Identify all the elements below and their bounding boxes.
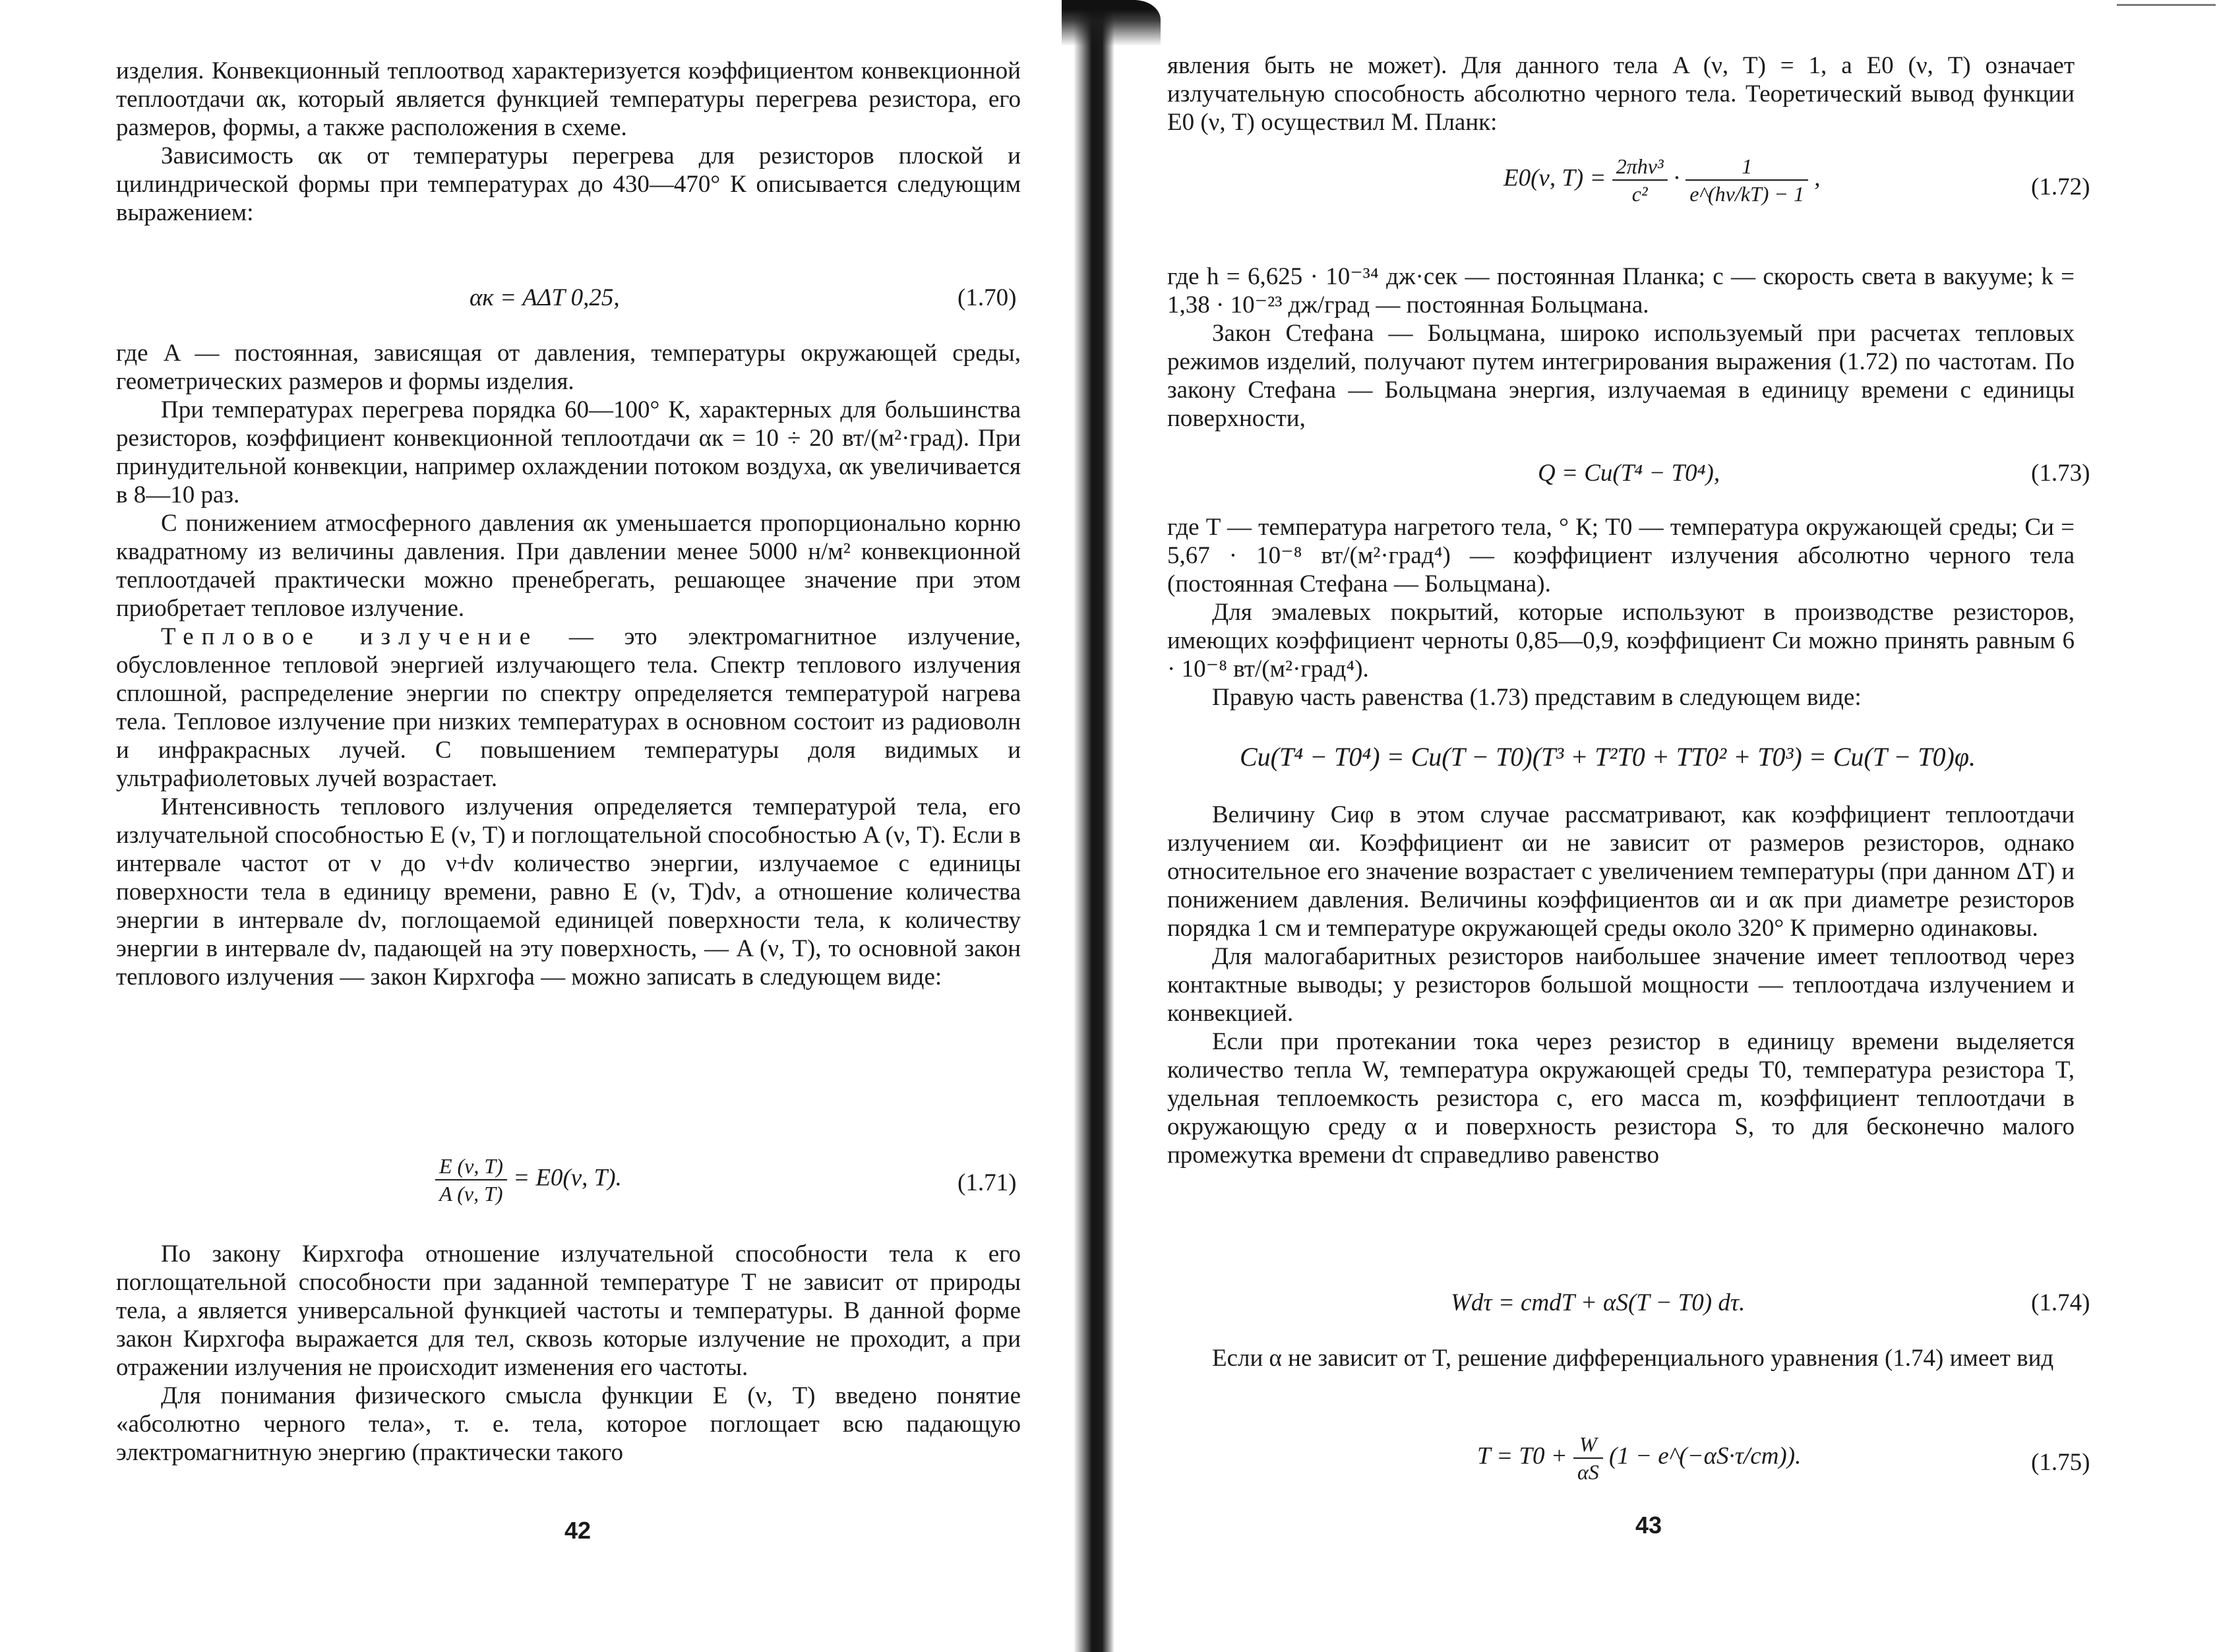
right-block-2	[1167, 262, 2075, 433]
right-paragraph-8: Для малогабаритных резисторов наибольшее значение имеет теплоотвод через контактные выводы; у резисторов большой мощности — теплоотдача излучением и конвекцией.	[1167, 943, 2075, 1027]
equation-number-1-72: (1.72)	[2031, 173, 2090, 200]
left-paragraph-4: При температурах перегрева порядка 60—100° К, характерных для большинства резисторов, коэффициент конвекционной теплоотдачи αк = 10 ÷ 20 вт/(м²·град). При принудительной конвекции, например охлаждении потоком воздуха, αк увеличивается в 8—10 раз.	[116, 396, 1021, 508]
left-paragraph-8: По закону Кирхгофа отношение излучательной способности тела к его поглощательной способности при заданной температуре T не зависит от природы тела, а является универсальной функцией частоты и температуры. В данной форме закон Кирхгофа выражается для тел, сквозь которые излучение не проходит, а при отражении излучения не происходит изменения его частоты.	[116, 1240, 1021, 1381]
spaced-term: Тепловое излучение	[161, 623, 539, 650]
equation-1-74: Wdτ = cmdT + αS(T − T0) dτ.	[1451, 1289, 1746, 1316]
fraction-planck-1: $\frac{\text{2πhν³}}{\text{c²}}$	[1612, 153, 1668, 207]
right-block-3	[1167, 513, 2075, 712]
left-paragraph-3: где A — постоянная, зависящая от давления, температуры окружающей среды, геометрических размеров и формы изделия.	[116, 340, 1021, 395]
left-paragraph-6: Тепловое излучение — это электромагнитное излучение, обусловленное тепловой энергией излучающего тела. Спектр теплового излучения сплошной, распределение энергии по спектру определяется температурой нагрева тела. Тепловое излучение при низких температурах в основном состоит из радиоволн и инфракрасных лучей. С повышением температуры доля видимых и ультрафиолетовых лучей возрастает.	[116, 623, 1021, 792]
equation-number-1-73: (1.73)	[2031, 460, 2090, 487]
left-paragraph-1: изделия. Конвекционный теплоотвод характеризуется коэффициентом конвекционной теплоотдачи αк, который является функцией температуры перегрева резистора, его размеров, формы, а также расположения в схеме.	[116, 57, 1021, 141]
left-paragraph-5: С понижением атмосферного давления αк уменьшается пропорционально корню квадратному из величины давления. При давлении менее 5000 н/м² конвекционной теплоотдачей практически можно пренебрегать, решающее значение при этом приобретает тепловое излучение.	[116, 510, 1021, 622]
equation-1-70: αк = AΔT 0,25,	[470, 284, 620, 311]
left-paragraph-2: Зависимость αк от температуры перегрева для резисторов плоской и цилиндрической формы при температурах до 430—470° К описывается следующим выражением:	[116, 142, 1021, 226]
page-42	[0, 0, 1081, 1652]
right-block-5	[1167, 1344, 2075, 1372]
equation-number-1-71: (1.71)	[957, 1169, 1017, 1196]
equation-number-1-74: (1.74)	[2031, 1289, 2090, 1316]
right-paragraph-7: Величину Cиφ в этом случае рассматривают, как коэффициент теплоотдачи излучением αи. Коэффициент αи не зависит от размеров резисторов, однако относительное его значение возрастает с увеличением температуры (при данном ΔT) и понижением давления. Величины коэффициентов αи и αк при диаметре резисторов порядка 1 см и температуре окружающей среды около 320° К примерно одинаковы.	[1167, 801, 2075, 942]
right-block-1	[1167, 51, 2075, 137]
fraction-w-over-as: $\frac{W}{\alpha S}$	[1573, 1431, 1603, 1485]
equation-1-72: E0(ν, T) = $\frac{\text{2πhν³}}{\text{c²}}$ · $\frac{1}{e\^{}(h\nu/kT) - 1}$ ,	[1503, 154, 1821, 206]
left-block-2	[116, 339, 1021, 991]
page-number-left: 42	[564, 1517, 592, 1544]
page-number-right: 43	[1635, 1512, 1662, 1539]
equation-number-1-70: (1.70)	[957, 284, 1017, 311]
left-block-3	[116, 1240, 1021, 1467]
fraction-e-over-a: $\frac{E (\nu, T)}{A (\nu, T)}$	[435, 1153, 507, 1207]
right-paragraph-6: Правую часть равенства (1.73) представим в следующем виде:	[1212, 684, 1862, 711]
right-paragraph-1: явления быть не может). Для данного тела A (ν, T) = 1, а E0 (ν, T) означает излучательную способность абсолютно черного тела. Теоретический вывод функции E0 (ν, T) осуществил М. Планк:	[1167, 52, 2075, 136]
right-paragraph-2: где h = 6,625 · 10⁻³⁴ дж·сек — постоянная Планка; c — скорость света в вакууме; k = 1,38 · 10⁻²³ дж/град — постоянная Больцмана.	[1167, 263, 2075, 319]
right-paragraph-10: Если α не зависит от T, решение дифференциального уравнения (1.74) имеет вид	[1212, 1345, 2054, 1372]
equation-1-73: Q = Cи(T⁴ − T0⁴),	[1538, 460, 1720, 487]
right-paragraph-9: Если при протекании тока через резистор в единицу времени выделяется количество тепла W, температура окружающей среды T0, температура резистора T, удельная теплоемкость резистора c, его масса m, коэффициент теплоотдачи в окружающую среду α и поверхность резистора S, то для бесконечно малого промежутка времени dτ справедливо равенство	[1167, 1028, 2075, 1169]
equation-number-1-75: (1.75)	[2031, 1449, 2090, 1476]
equation-expansion: Cи(T⁴ − T0⁴) = Cи(T − T0)(T³ + T²T0 + TT0² + T0³) = Cи(T − T0)φ.	[1240, 742, 1976, 772]
page-43	[1108, 0, 2217, 1652]
fraction-planck-2: $\frac{1}{e\^{}(h\nu/kT) - 1}$	[1686, 153, 1808, 207]
left-paragraph-7: Интенсивность теплового излучения определяется температурой тела, его излучательной способностью E (ν, T) и поглощательной способностью A (ν, T). Если в интервале частот от ν до ν+dν количество энергии, излучаемое с единицы поверхности тела в единицу времени, равно E (ν, T)dν, а отношение количества энергии в интервале dν, поглощаемой единицей поверхности тела, к количеству энергии в интервале dν, падающей на эту поверхность, — A (ν, T), то основной закон теплового излучения — закон Кирхгофа — можно записать в следующем виде:	[116, 793, 1021, 991]
right-paragraph-5: Для эмалевых покрытий, которые используют в производстве резисторов, имеющих коэффициент черноты 0,85—0,9, коэффициент Cи можно принять равным 6 · 10⁻⁸ вт/(м²·град⁴).	[1167, 599, 2075, 683]
equation-1-75: T = T0 + $\frac{W}{\alpha S}$ (1 − e^(−αS·τ/cm)).	[1477, 1432, 1802, 1484]
right-paragraph-4: где T — температура нагретого тела, ° К; T0 — температура окружающей среды; Cи = 5,67 · 10⁻⁸ вт/(м²·град⁴) — коэффициент излучения абсолютно черного тела (постоянная Стефана — Больцмана).	[1167, 514, 2075, 597]
right-paragraph-3: Закон Стефана — Больцмана, широко используемый при расчетах тепловых режимов изделий, получают путем интегрирования выражения (1.72) по частотам. По закону Стефана — Больцмана энергия, излучаемая в единицу времени с единицы поверхности,	[1167, 320, 2075, 432]
left-paragraph-9: Для понимания физического смысла функции E (ν, T) введено понятие «абсолютно черного тела», т. е. тела, которое поглощает всю падающую электромагнитную энергию (практически такого	[116, 1382, 1021, 1466]
equation-1-71: $\frac{E (\nu, T)}{A (\nu, T)}$ = E0(ν, T).	[435, 1153, 622, 1207]
left-block-1	[116, 57, 1021, 227]
right-block-4	[1167, 801, 2075, 1169]
